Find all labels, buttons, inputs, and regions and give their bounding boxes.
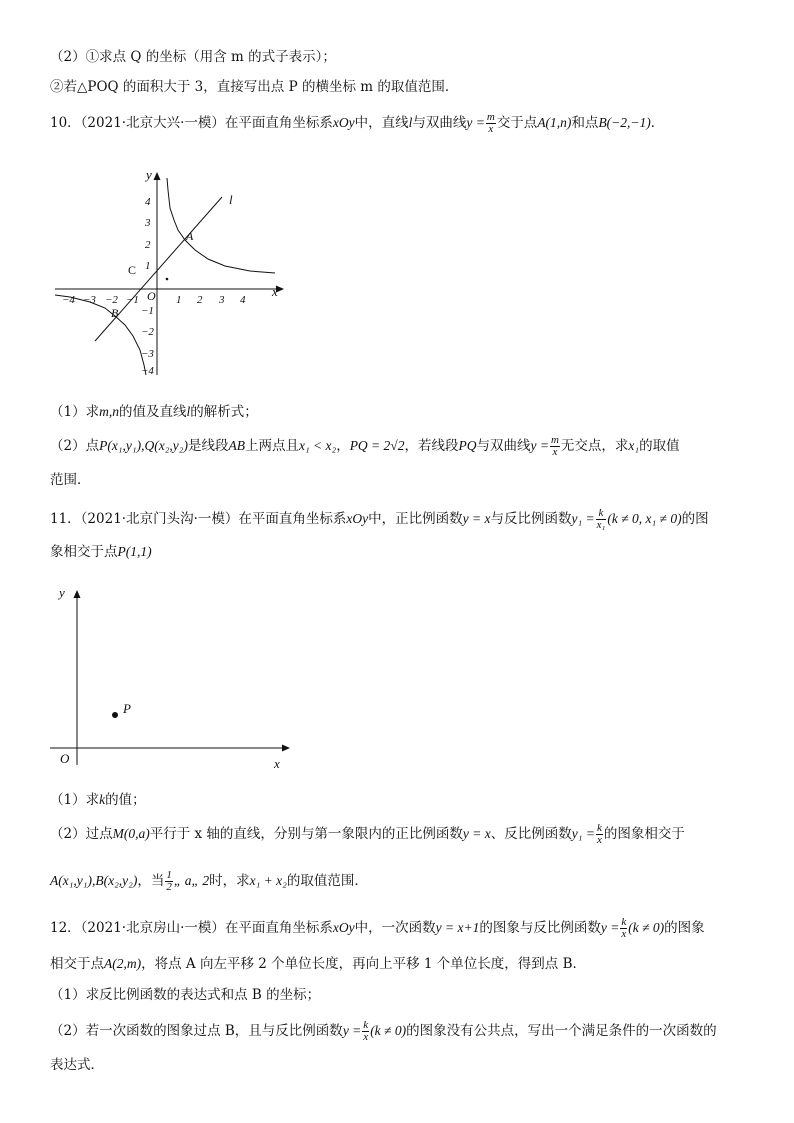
q11-half-fraction: $\frac{1}{2}$ bbox=[166, 869, 172, 893]
q11-part2: （2）过点M(0,a)平行于 x 轴的直线，分别与第一象限内的正比例函数y = x、反比例函数y₁ = $\frac{k}{x}$ 的图象相交于 bbox=[50, 822, 685, 846]
q11-heading-cont: 象相交于点P(1,1) bbox=[50, 544, 152, 560]
q12-fraction: $\frac{k}{x}$ bbox=[621, 916, 627, 940]
q11-x-label: x bbox=[274, 756, 280, 771]
q11-heading: 11．（2021·北京门头沟·一模）在平面直角坐标系xOy中，正比例函数y = x与反比例函数y₁ = $\frac{k}{\text{x₁}}$ (k ≠ 0, x₁ ≠ 0)的图 bbox=[50, 507, 709, 531]
q10-tick-x-4: 4 bbox=[240, 294, 246, 306]
q12-heading: 12．（2021·北京房山·一模）在平面直角坐标系xOy中，一次函数y = x+1的图象与反比例函数y = $\frac{k}{x}$ (k ≠ 0)的图象 bbox=[50, 916, 705, 940]
q11-y-label: y bbox=[59, 585, 65, 600]
q12-part2-cont: 表达式． bbox=[50, 1057, 104, 1073]
q10-point-B-label: B bbox=[111, 306, 119, 320]
q10-tick-y-neg3: −3 bbox=[141, 348, 154, 360]
q10-heading: 10．（2021·北京大兴·一模）在平面直角坐标系xOy中，直线l与双曲线y = $\frac{m}{x}$ 交于点A(1,n)和点B(−2,−1)． bbox=[50, 111, 665, 135]
q12-heading-cont: 相交于点A(2,m)，将点 A 向左平移 2 个单位长度，再向上平移 1 个单位长度，得到点 B． bbox=[50, 956, 587, 972]
q10-tick-y-2: 2 bbox=[145, 239, 151, 251]
q10-part2: （2）点P(x₁,y₁),Q(x₂,y₂)是线段AB上两点且x₁ < x₂，PQ = 2√2，若线段PQ与双曲线y = $\frac{m}{x}$ 无交点，求x₁的取值 bbox=[50, 434, 680, 458]
q10-fraction: $\frac{m}{x}$ bbox=[486, 111, 495, 135]
q10-point-C-label: C bbox=[128, 263, 137, 277]
q11-part2-cont: A(x₁,y₁),B(x₂,y₂)，当 $\frac{1}{2}$ „ a„ 2时，求x₁ + x₂的取值范围． bbox=[50, 869, 368, 893]
q10-tick-x-1: 1 bbox=[176, 294, 182, 306]
q9-part2-2: ②若△POQ 的面积大于 3，直接写出点 P 的横坐标 m 的取值范围． bbox=[50, 79, 459, 95]
q10-x-label: x bbox=[272, 284, 278, 299]
q10-tick-x-neg3: −3 bbox=[83, 294, 96, 306]
q11-part1: （1）求k的值； bbox=[50, 792, 146, 808]
q10-y-label: y bbox=[146, 167, 152, 182]
q10-line-label: l bbox=[229, 192, 233, 207]
q10-tick-y-neg4: −4 bbox=[141, 365, 154, 377]
q10-tick-x-neg1: −1 bbox=[126, 294, 139, 306]
q10-hyperbola-q1 bbox=[167, 178, 275, 273]
q10-tick-y-neg1: −1 bbox=[141, 305, 154, 317]
q10-tick-y-1: 1 bbox=[145, 260, 151, 272]
q11-graph bbox=[50, 580, 300, 775]
q11-y-arrow bbox=[74, 590, 81, 598]
q12-part1: （1）求反比例函数的表达式和点 B 的坐标； bbox=[50, 987, 321, 1003]
q11-x-arrow bbox=[282, 745, 290, 752]
q11-point-P bbox=[112, 712, 118, 718]
q10-point-A-label: A bbox=[186, 229, 194, 243]
q11-origin-label: O bbox=[60, 751, 70, 766]
q12-part2-fraction: $\frac{k}{x}$ bbox=[363, 1019, 369, 1043]
q10-tick-x-2: 2 bbox=[197, 294, 203, 306]
q11-point-P-label: P bbox=[123, 701, 131, 716]
q10-tick-y-4: 4 bbox=[145, 196, 151, 208]
q12-part2: （2）若一次函数的图象过点 B，且与反比例函数y = $\frac{k}{x}$ (k ≠ 0)的图象没有公共点，写出一个满足条件的一次函数的 bbox=[50, 1019, 717, 1043]
q10-tick-y-3: 3 bbox=[145, 217, 151, 229]
q11-part2-fraction: $\frac{k}{x}$ bbox=[596, 822, 602, 846]
q10-part2-cont: 范围． bbox=[50, 472, 91, 488]
q9-part2-1: （2）①求点 Q 的坐标（用含 m 的式子表示）； bbox=[50, 49, 336, 65]
q11-fraction: $\frac{k}{\text{x₁}}$ bbox=[596, 507, 606, 531]
q10-part1: （1）求m,n的值及直线l的解析式； bbox=[50, 404, 258, 420]
q10-tick-x-neg2: −2 bbox=[105, 294, 118, 306]
q10-origin-label: O bbox=[147, 289, 156, 303]
q10-tick-x-neg4: −4 bbox=[62, 294, 75, 306]
q10-tick-y-neg2: −2 bbox=[141, 326, 154, 338]
q10-graph bbox=[50, 160, 295, 380]
q10-tick-x-3: 3 bbox=[219, 294, 225, 306]
q10-part2-fraction: $\frac{m}{x}$ bbox=[550, 434, 559, 458]
q10-y-arrow bbox=[154, 172, 161, 180]
